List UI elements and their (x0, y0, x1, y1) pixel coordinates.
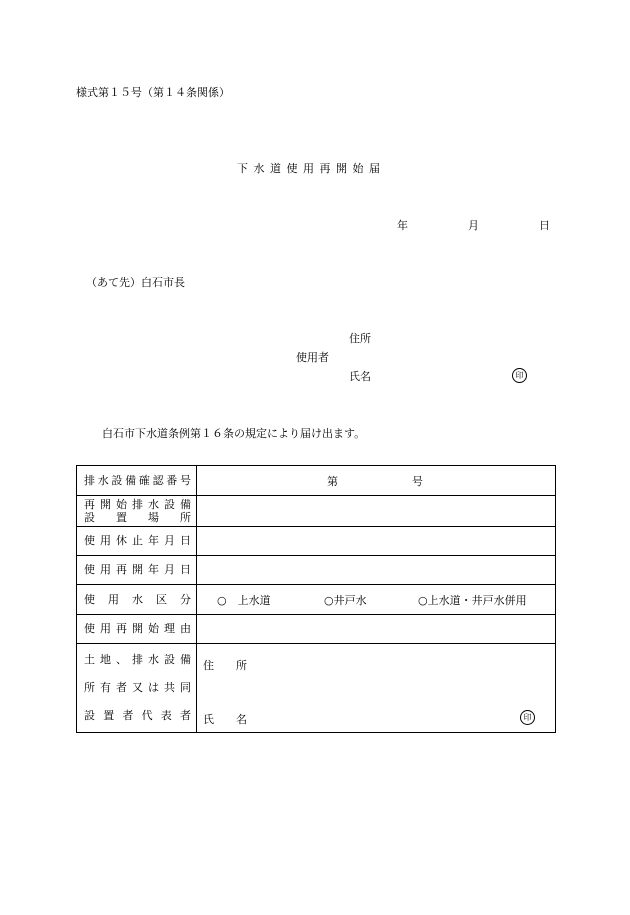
label-cell (77, 466, 197, 496)
row-owner (77, 644, 556, 733)
addressee: （あて先）白石市長 (86, 276, 185, 289)
applicant-seal-icon: 印 (512, 368, 527, 383)
owner-seal-icon: 印 (520, 710, 535, 725)
statement: 白石市下水道条例第１６条の規定により届け出ます。 (102, 427, 366, 440)
water-type-value-cell (197, 585, 556, 615)
label-cell (77, 556, 197, 585)
label-cell (77, 585, 197, 615)
reason-label: 使用再開始理由 (84, 622, 191, 635)
confirmation-suffix: 号 (412, 475, 423, 488)
owner-address-label: 住 所 (203, 659, 247, 672)
date-day: 日 (539, 219, 550, 232)
location-label-line2: 設置場所 (84, 511, 191, 524)
reason-value-cell[interactable] (197, 615, 556, 644)
owner-label-line2: 所有者又は共同 (84, 681, 191, 694)
form-number: 様式第１５号（第１４条関係） (76, 86, 230, 99)
confirmation-prefix: 第 (327, 475, 338, 488)
row-suspension (77, 527, 556, 556)
suspension-value-cell[interactable] (197, 527, 556, 556)
date-month: 月 (468, 219, 479, 232)
restart-label: 使用再開年月日 (84, 563, 191, 576)
label-cell (77, 527, 197, 556)
row-restart (77, 556, 556, 585)
applicant-name-label: 氏名 (349, 370, 371, 383)
date-year: 年 (397, 219, 408, 232)
confirmation-value-cell[interactable] (197, 466, 556, 496)
water-type-label: 使用水区分 (84, 592, 191, 606)
restart-value-cell[interactable] (197, 556, 556, 585)
label-cell (77, 644, 197, 733)
label-cell (77, 496, 197, 527)
row-water-type (77, 585, 556, 615)
applicant-address-label: 住所 (349, 332, 371, 345)
water-option-city[interactable]: ○ 上水道 (217, 594, 271, 607)
row-location (77, 496, 556, 527)
suspension-label: 使用休止年月日 (84, 534, 191, 547)
owner-label-line1: 土地、排水設備 (84, 653, 191, 666)
application-table (76, 465, 556, 733)
owner-label-line3: 設置者代表者 (84, 709, 191, 722)
document-title: 下 水 道 使 用 再 開 始 届 (237, 162, 381, 175)
row-confirmation (77, 466, 556, 496)
water-option-both[interactable]: ○上水道・井戸水併用 (418, 594, 527, 607)
label-cell (77, 615, 197, 644)
owner-name-label: 氏 名 (203, 713, 247, 726)
owner-value-cell[interactable] (197, 644, 556, 733)
confirmation-label: 排水設備確認番号 (84, 473, 191, 487)
applicant-role: 使用者 (296, 351, 329, 364)
location-label-line1: 再開始排水設備 (84, 498, 191, 511)
row-reason (77, 615, 556, 644)
location-value-cell[interactable] (197, 496, 556, 527)
water-option-well[interactable]: ○井戸水 (324, 594, 367, 607)
